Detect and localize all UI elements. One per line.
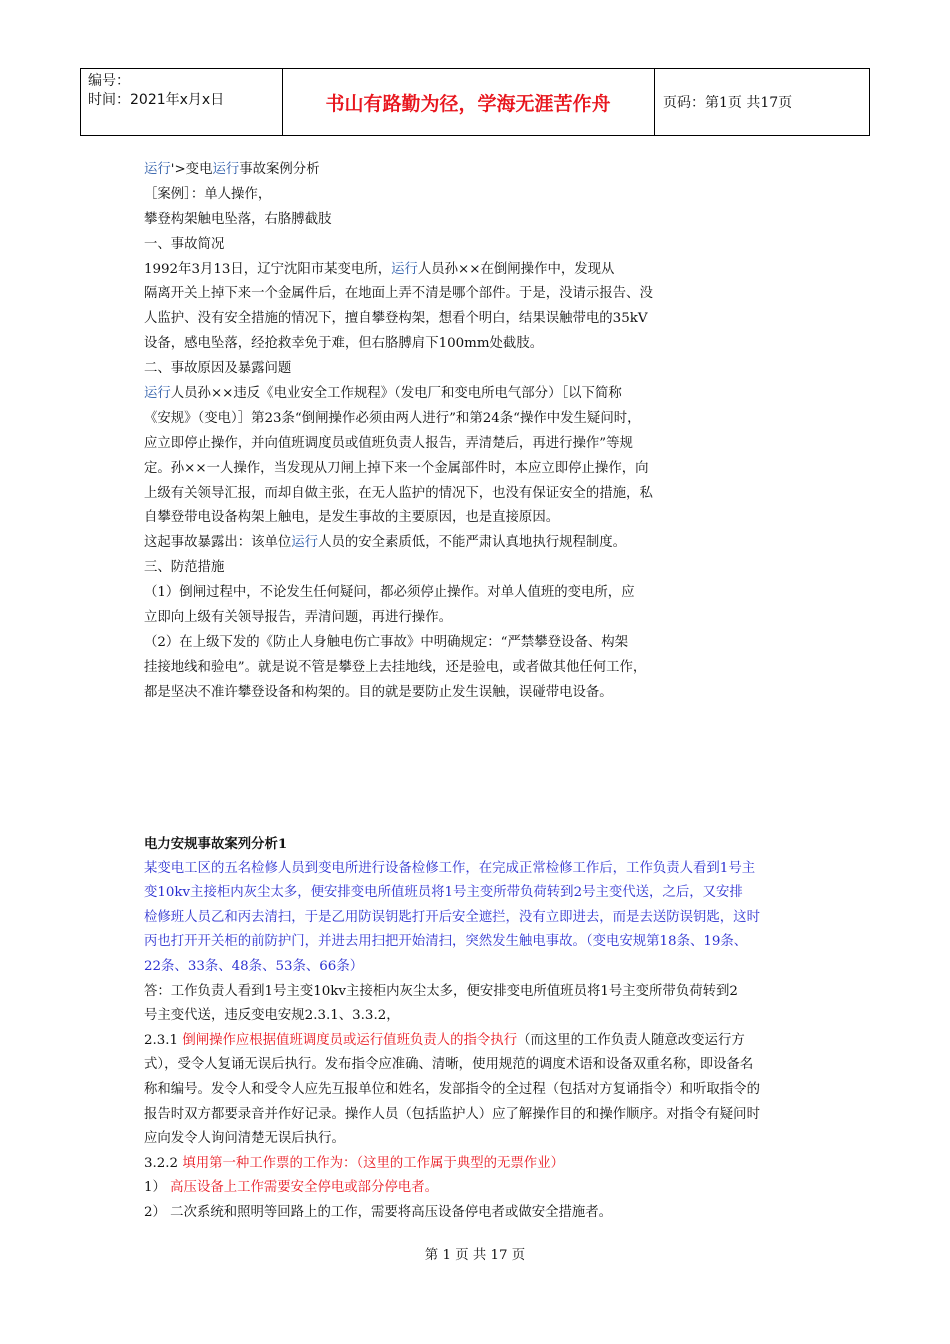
text-line: 定。孙××一人操作，当发现从刀闸上掉下来一个金属部件时，本应立即停止操作，向	[144, 460, 649, 476]
text-line: （1）倒闸过程中，不论发生任何疑问，都必须停止操作。对单人值班的变电所，应	[144, 585, 635, 601]
section-title: 运行'>变电运行事故案例分析	[144, 162, 320, 177]
header-left-cell	[88, 72, 224, 110]
blue-text-line: 丙也打开开关柜的前防护门，并进去用扫把开始清扫，突然发生触电事故。（变电安规第18条、19条、	[144, 934, 748, 950]
header-number-label: 编号：	[88, 73, 130, 89]
list-item: 1） 高压设备上工作需要安全停电或部分停电者。	[144, 1180, 438, 1196]
list-item: 2） 二次系统和照明等回路上的工作，需要将高压设备停电者或做安全措施者。	[144, 1204, 613, 1220]
answer-line: 答：工作负责人看到1号主变10kv主接柜内灰尘太多，便安排变电所值班员将1号主变所带负荷转到2	[144, 983, 738, 999]
run-link[interactable]: 运行	[212, 162, 240, 177]
text-line: 运行人员孙××违反《电业安全工作规程》（发电厂和变电所电气部分）［以下简称	[144, 386, 622, 402]
text-line: 挂接地线和验电”。就是说不管是攀登上去挂地线，还是验电，或者做其他任何工作，	[144, 659, 647, 675]
run-link[interactable]: 运行	[291, 535, 319, 551]
run-link[interactable]: 运行	[144, 162, 171, 177]
safety-rules-section	[144, 832, 820, 1226]
blue-text-line: 变10kv主接柜内灰尘太多，便安排变电所值班员将1号主变所带负荷转到2号主变代送，之后，又安排	[144, 885, 743, 901]
header-date-label: 时间：2021年x月x日	[88, 92, 225, 108]
header-divider	[80, 68, 81, 136]
text-line: 攀登构架触电坠落，右胳膊截肢	[144, 211, 332, 227]
text-line: ［案例］：单人操作，	[144, 186, 272, 202]
blue-text-line: 检修班人员乙和丙去清扫，于是乙用防误钥匙打开后安全遮拦，没有立即进去，而是去送防误钥匙，这时	[144, 909, 760, 925]
text-line: 应向发令人询问清楚无误后执行。	[144, 1131, 345, 1147]
header-page-label: 页码：第1页 共17页	[663, 95, 793, 111]
text-line: 人监护、没有安全措施的情况下，擅自攀登构架，想看个明白，结果误触带电的35kV	[144, 311, 648, 327]
text-line: 称和编号。发令人和受令人应先互报单位和姓名，发部指令的全过程（包括对方复诵指令）和听取指令的	[144, 1081, 760, 1097]
blue-text-line: 22条、33条、48条、53条、66条）	[144, 958, 364, 974]
text-line: （2）在上级下发的《防止人身触电伤亡事故》中明确规定：“严禁攀登设备、构架	[144, 634, 629, 650]
text-line: 《安规》（变电）］第23条“倒闸操作必须由两人进行”和第24条“操作中发生疑问时，	[144, 410, 641, 426]
clause-2-3-1: 2.3.1 倒闸操作应根据值班调度员或运行值班负责人的指令执行（而这里的工作负责人随意改变运行方	[144, 1032, 745, 1048]
text-line: 立即向上级有关领导报告，弄清问题，再进行操作。	[144, 610, 452, 626]
text-line: 这起事故暴露出：该单位运行人员的安全素质低，不能严肃认真地执行规程制度。	[144, 535, 627, 551]
section-title: 电力安规事故案列分析1	[144, 836, 288, 852]
text-line: 应立即停止操作，并向值班调度员或值班负责人报告，弄清楚后，再进行操作”等规	[144, 435, 633, 451]
text-line: 三、防范措施	[144, 560, 225, 576]
text-line: 1992年3月13日，辽宁沈阳市某变电所，运行人员孙××在倒闸操作中，发现从	[144, 261, 615, 277]
text-line: 二、事故原因及暴露问题	[144, 361, 292, 377]
text-line: 都是坚决不准许攀登设备和构架的。目的就是要防止发生误触，误碰带电设备。	[144, 684, 613, 700]
header-divider	[869, 68, 870, 136]
header-motto: 书山有路勤为径，学海无涯苦作舟	[325, 93, 611, 115]
text-line: 自攀登带电设备构架上触电，是发生事故的主要原因，也是直接原因。	[144, 510, 560, 526]
page-footer: 第 1 页 共 17 页	[424, 1248, 526, 1263]
answer-line: 号主变代送，违反变电安规2.3.1、3.3.2，	[144, 1008, 400, 1024]
text-line: 隔离开关上掉下来一个金属件后，在地面上弄不清是哪个部件。于是，没请示报告、没	[144, 286, 653, 302]
text-line: 一、事故简况	[144, 236, 225, 252]
run-link[interactable]: 运行	[144, 386, 171, 402]
text-line: 式），受令人复诵无误后执行。发布指令应准确、清晰，使用规范的调度术语和设备双重名称，即设备名	[144, 1057, 754, 1073]
case-study-section	[144, 158, 764, 706]
text-line: 上级有关领导汇报，而却自做主张，在无人监护的情况下，也没有保证安全的措施，私	[144, 485, 653, 501]
page-header	[80, 68, 870, 136]
text-line: 报告时双方都要录音并作好记录。操作人员（包括监护人）应了解操作目的和操作顺序。对指令有疑问时	[144, 1106, 760, 1122]
run-link[interactable]: 运行	[391, 261, 418, 277]
text-line: 设备，感电坠落，经抢救幸免于难，但右胳膊肩下100mm处截肢。	[144, 336, 544, 352]
header-divider	[654, 68, 655, 136]
clause-3-2-2: 3.2.2 填用第一种工作票的工作为：（这里的工作属于典型的无票作业）	[144, 1155, 564, 1171]
blue-text-line: 某变电工区的五名检修人员到变电所进行设备检修工作，在完成正常检修工作后，工作负责人看到1号主	[144, 860, 756, 876]
